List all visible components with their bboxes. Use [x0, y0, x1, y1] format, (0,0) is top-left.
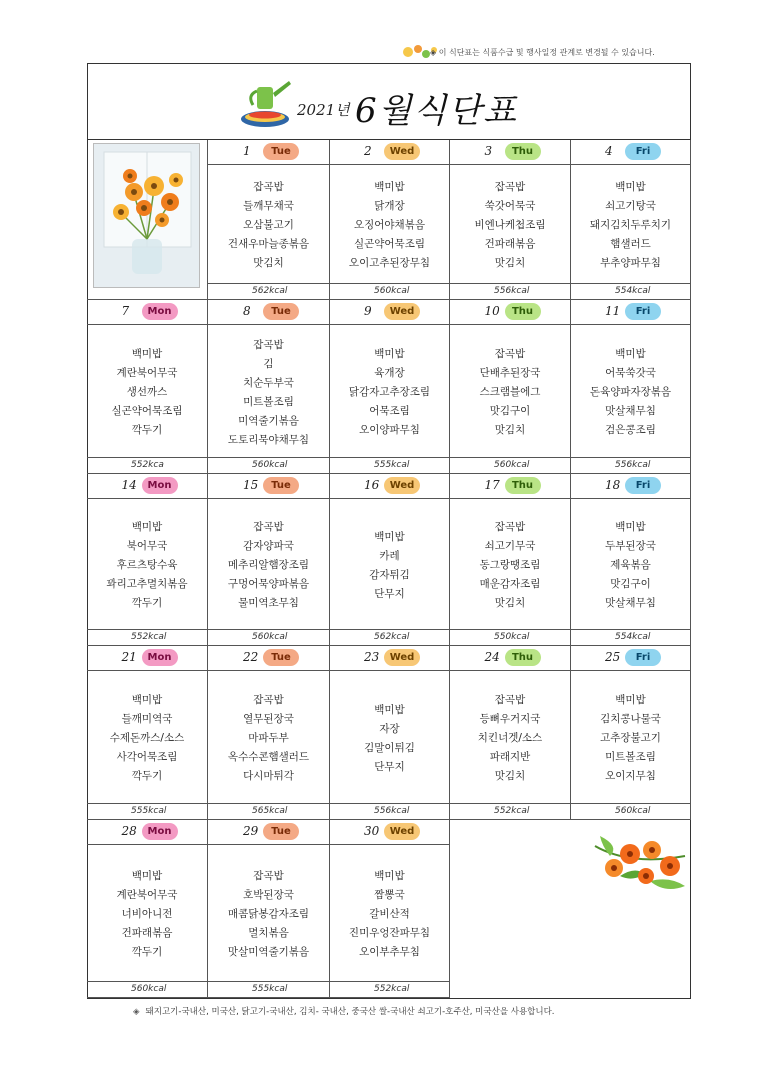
day-header [330, 474, 449, 499]
day-number: 4 [605, 144, 613, 158]
day-cell [330, 820, 450, 998]
menu-item: 오징어야채볶음 [353, 219, 425, 231]
menu-list [330, 330, 449, 455]
menu-item: 백미밥 [615, 694, 646, 706]
weekday-badge: Mon [142, 477, 178, 494]
day-header [87, 646, 207, 671]
calorie-label: 552kcal [87, 629, 207, 645]
menu-item: 다시마튀각 [243, 770, 294, 782]
day-number: 14 [121, 478, 137, 492]
menu-list [450, 330, 570, 455]
menu-item: 잡곡밥 [494, 694, 526, 706]
menu-item: 계란북어무국 [116, 367, 178, 379]
menu-list [330, 676, 449, 801]
menu-item: 미역줄기볶음 [238, 414, 299, 427]
menu-item: 백미밥 [131, 348, 163, 360]
day-header [571, 474, 690, 499]
menu-item: 단배추된장국 [479, 367, 541, 379]
weekday-badge: Tue [263, 143, 299, 160]
menu-item: 치순두부국 [243, 376, 294, 389]
day-cell [208, 474, 330, 646]
menu-item: 백미밥 [131, 521, 163, 533]
day-number: 7 [121, 304, 130, 318]
menu-list [450, 676, 570, 801]
menu-item: 스크램블에그 [479, 386, 541, 398]
day-header [208, 820, 329, 845]
menu-list [330, 504, 449, 627]
menu-item: 구멍어묵양파볶음 [227, 578, 310, 590]
day-header [208, 646, 329, 671]
menu-item: 매콤닭봉감자조림 [227, 908, 310, 920]
menu-item: 비엔나케첩조림 [474, 219, 546, 231]
menu-item: 건파래볶음 [484, 238, 536, 250]
day-number: 21 [121, 650, 137, 664]
day-header [571, 140, 690, 165]
day-number: 29 [243, 824, 259, 838]
menu-item: 오이부추무침 [359, 946, 420, 958]
day-cell [571, 646, 691, 820]
menu-item: 도토리묵야채무침 [227, 433, 310, 446]
day-cell [450, 140, 571, 300]
calorie-label: 555kcal [208, 981, 329, 997]
day-cell [571, 140, 691, 300]
day-cell [87, 474, 208, 646]
calorie-label: 560kcal [87, 981, 207, 997]
menu-item: 제육볶음 [610, 559, 651, 571]
day-number: 16 [364, 478, 380, 492]
menu-item: 짬뽕국 [374, 889, 405, 901]
weekday-badge: Thu [505, 303, 541, 320]
menu-item: 잡곡밥 [494, 181, 526, 193]
day-header [87, 300, 207, 325]
menu-item: 파래지반 [489, 751, 531, 763]
menu-item: 열무된장국 [243, 713, 294, 725]
day-number: 17 [484, 478, 500, 492]
notice-top-text: ◈ 이 식단표는 식품수급 및 행사일정 관계로 변경될 수 있습니다. [430, 48, 655, 57]
day-cell [87, 300, 208, 474]
day-cell [450, 474, 571, 646]
menu-item: 오삼불고기 [243, 219, 294, 231]
menu-item: 매운감자조림 [479, 578, 541, 590]
menu-item: 두부된장국 [605, 540, 656, 552]
menu-item: 잡곡밥 [253, 521, 284, 533]
menu-item: 백미밥 [374, 348, 405, 360]
day-number: 2 [364, 144, 372, 158]
weekday-badge: Wed [384, 649, 420, 666]
menu-item: 오이양파무침 [359, 424, 420, 436]
menu-item: 맛김구이 [610, 578, 651, 590]
day-cell [450, 646, 571, 820]
calorie-label: 562kcal [330, 629, 449, 645]
day-number: 1 [243, 144, 251, 158]
menu-list [330, 850, 449, 979]
menu-list [450, 170, 570, 281]
weekday-badge: Mon [142, 649, 178, 666]
menu-item: 고추장불고기 [600, 732, 661, 744]
menu-item: 백미밥 [615, 521, 646, 533]
menu-item: 잡곡밥 [494, 348, 526, 360]
menu-item: 닭개장 [374, 200, 405, 212]
day-cell [208, 300, 330, 474]
menu-item: 백미밥 [374, 870, 405, 882]
day-number: 11 [605, 304, 621, 318]
day-number: 8 [243, 304, 251, 318]
menu-list [87, 504, 207, 627]
menu-list [571, 330, 690, 455]
day-number: 30 [364, 824, 380, 838]
day-header [450, 140, 570, 165]
calorie-label: 554kcal [571, 629, 690, 645]
day-number: 25 [605, 650, 621, 664]
weekday-badge: Fri [625, 477, 661, 494]
menu-item: 계란북어무국 [116, 889, 178, 901]
menu-item: 맛김구이 [489, 405, 531, 417]
day-cell [330, 474, 450, 646]
weekday-badge: Thu [505, 649, 541, 666]
menu-item: 잡곡밥 [494, 521, 526, 533]
menu-item: 단무지 [374, 587, 405, 600]
menu-list [571, 676, 690, 801]
calorie-label: 556kcal [571, 457, 690, 473]
day-cell [450, 300, 571, 474]
menu-item: 김 [263, 357, 274, 370]
menu-item: 닭감자고추장조림 [348, 386, 431, 398]
day-cell [87, 820, 208, 998]
day-header [450, 300, 570, 325]
day-cell [571, 474, 691, 646]
weekday-badge: Wed [384, 823, 420, 840]
watering-can-icon [237, 73, 297, 133]
menu-list [208, 850, 329, 979]
menu-item: 맛살채무침 [605, 405, 656, 417]
day-cell [330, 140, 450, 300]
calorie-label: 560kcal [208, 457, 329, 473]
menu-item: 쑥갓어묵국 [484, 200, 536, 212]
menu-item: 백미밥 [131, 870, 163, 882]
menu-list [330, 170, 449, 281]
day-cell [330, 646, 450, 820]
weekday-badge: Fri [625, 649, 661, 666]
menu-item: 깍두기 [131, 946, 163, 958]
day-header [330, 646, 449, 671]
day-header [450, 474, 570, 499]
menu-item: 단무지 [374, 760, 405, 773]
menu-item: 오이고추된장무침 [348, 257, 431, 269]
menu-item: 실곤약어묵조림 [353, 238, 425, 250]
page-header [87, 63, 691, 140]
day-number: 15 [243, 478, 259, 492]
weekday-badge: Mon [142, 303, 178, 320]
calorie-label: 560kcal [450, 457, 570, 473]
menu-item: 잡곡밥 [253, 338, 284, 351]
calorie-label: 565kcal [208, 803, 329, 819]
menu-list [450, 504, 570, 627]
menu-item: 깍두기 [131, 424, 163, 436]
menu-item: 햄샐러드 [610, 238, 651, 250]
menu-item: 맛김치 [253, 257, 284, 269]
menu-item: 어묵조림 [369, 405, 410, 417]
menu-item: 맛김치 [494, 424, 526, 436]
calorie-label: 556kcal [450, 283, 570, 299]
weekday-badge: Tue [263, 649, 299, 666]
day-header [208, 474, 329, 499]
origin-footnote: ◈ 돼지고기-국내산, 미국산, 닭고기-국내산, 김치- 국내산, 중국산 쌀-국내산 쇠고기-호주산, 미국산을 사용합니다. [133, 1007, 555, 1017]
menu-item: 미트볼조림 [243, 395, 294, 408]
menu-item: 수제돈까스/소스 [109, 732, 185, 744]
day-header [450, 646, 570, 671]
menu-item: 백미밥 [374, 530, 405, 543]
calorie-label: 552kcal [450, 803, 570, 819]
calorie-label: 556kcal [330, 803, 449, 819]
menu-item: 꽈리고추멸치볶음 [106, 578, 188, 590]
menu-item: 카레 [379, 549, 400, 562]
weekday-badge: Wed [384, 303, 420, 320]
menu-item: 미트볼조림 [605, 751, 656, 763]
menu-item: 검은콩조림 [605, 424, 656, 436]
day-cell [208, 140, 330, 300]
day-number: 24 [484, 650, 500, 664]
weekday-badge: Fri [625, 143, 661, 160]
day-header [208, 300, 329, 325]
menu-item: 백미밥 [615, 181, 646, 193]
day-number: 22 [243, 650, 259, 664]
day-cell [208, 820, 330, 998]
menu-item: 사각어묵조림 [116, 751, 178, 763]
menu-item: 후르츠탕수육 [116, 559, 178, 571]
day-header [571, 300, 690, 325]
menu-item: 감자튀김 [369, 568, 410, 581]
weekday-badge: Tue [263, 477, 299, 494]
calorie-label: 555kcal [87, 803, 207, 819]
menu-item: 잡곡밥 [253, 694, 284, 706]
menu-item: 오이지무침 [605, 770, 656, 782]
day-cell [87, 646, 208, 820]
weekday-badge: Wed [384, 143, 420, 160]
calorie-label: 562kcal [208, 283, 329, 299]
day-cell [208, 646, 330, 820]
calorie-label: 560kcal [571, 803, 690, 819]
menu-item: 깍두기 [131, 597, 163, 609]
menu-item: 실곤약어묵조림 [111, 405, 183, 417]
menu-item: 김치콩나물국 [600, 713, 661, 725]
calorie-label: 560kcal [330, 283, 449, 299]
menu-item: 메추리알햄장조림 [227, 559, 310, 571]
day-number: 23 [364, 650, 380, 664]
day-number: 3 [484, 144, 493, 158]
menu-item: 들깨미역국 [121, 713, 173, 725]
year-label: 2021년 [297, 101, 350, 119]
menu-list [571, 170, 690, 281]
menu-list [208, 676, 329, 801]
day-header [208, 140, 329, 165]
menu-item: 북어무국 [126, 540, 168, 552]
menu-item: 맛김치 [494, 257, 526, 269]
top-notice [400, 42, 700, 64]
calorie-label: 560kcal [208, 629, 329, 645]
menu-item: 맛김치 [494, 770, 526, 782]
menu-item: 등뼈우거지국 [479, 713, 541, 725]
weekday-badge: Thu [505, 477, 541, 494]
menu-item: 돈육양파자장볶음 [589, 386, 672, 398]
menu-item: 육개장 [374, 367, 405, 379]
day-header [571, 646, 690, 671]
menu-list [87, 676, 207, 801]
orange-flowers-icon [590, 826, 690, 901]
menu-list [208, 330, 329, 455]
calorie-label: 552kcal [330, 981, 449, 997]
menu-item: 잡곡밥 [253, 181, 284, 193]
menu-item: 쇠고기무국 [484, 540, 536, 552]
weekday-badge: Wed [384, 477, 420, 494]
menu-item: 갈비산적 [369, 908, 410, 920]
menu-item: 건파래볶음 [121, 927, 173, 939]
menu-item: 동그랑땡조림 [479, 559, 541, 571]
weekday-badge: Thu [505, 143, 541, 160]
weekday-badge: Mon [142, 823, 178, 840]
day-cell [330, 300, 450, 474]
menu-list [87, 330, 207, 455]
menu-item: 진미우엉잔파무침 [348, 927, 431, 939]
day-number: 28 [121, 824, 137, 838]
day-number: 9 [364, 304, 372, 318]
day-header [87, 474, 207, 499]
calorie-label: 550kcal [450, 629, 570, 645]
menu-item: 백미밥 [374, 181, 405, 193]
menu-list [208, 504, 329, 627]
weekday-badge: Tue [263, 303, 299, 320]
menu-item: 백미밥 [131, 694, 163, 706]
menu-item: 백미밥 [615, 348, 646, 360]
menu-item: 물미역초무침 [238, 597, 299, 609]
empty-cell [87, 140, 208, 300]
menu-item: 깍두기 [131, 770, 163, 782]
menu-item: 들깨무채국 [243, 200, 294, 212]
weekday-badge: Fri [625, 303, 661, 320]
menu-item: 김말이튀김 [364, 741, 415, 754]
menu-list [87, 850, 207, 979]
menu-item: 맛살채무침 [605, 597, 656, 609]
day-number: 18 [605, 478, 621, 492]
weekday-badge: Tue [263, 823, 299, 840]
menu-item: 부추양파무침 [600, 257, 661, 269]
menu-item: 어묵쑥갓국 [605, 367, 656, 379]
menu-item: 옥수수콘햄샐러드 [227, 751, 310, 763]
day-number: 10 [484, 304, 500, 318]
menu-list [571, 504, 690, 627]
menu-item: 호박된장국 [243, 889, 294, 901]
day-cell [571, 300, 691, 474]
menu-list [208, 170, 329, 281]
menu-item: 돼지김치두루치기 [589, 219, 672, 231]
day-header [330, 820, 449, 845]
menu-item: 맛살미역줄기볶음 [227, 946, 310, 958]
menu-item: 치킨너겟/소스 [477, 732, 543, 744]
menu-item: 건새우마늘종볶음 [227, 238, 310, 250]
menu-item: 맛김치 [494, 597, 526, 609]
calorie-label: 555kcal [330, 457, 449, 473]
calorie-label: 552kca [87, 457, 207, 473]
menu-item: 감자양파국 [243, 540, 294, 552]
menu-item: 쇠고기탕국 [605, 200, 656, 212]
menu-item: 잡곡밥 [253, 870, 284, 882]
menu-item: 생선까스 [126, 386, 168, 398]
menu-item: 너비아니전 [121, 908, 173, 920]
menu-item: 멸치볶음 [248, 927, 289, 939]
calorie-label: 554kcal [571, 283, 690, 299]
day-header [87, 820, 207, 845]
menu-item: 마파두부 [248, 732, 289, 744]
day-header [330, 140, 449, 165]
day-header [330, 300, 449, 325]
page-title: 6월식단표 [355, 91, 519, 131]
menu-item: 백미밥 [374, 703, 405, 716]
menu-item: 자장 [379, 722, 400, 735]
